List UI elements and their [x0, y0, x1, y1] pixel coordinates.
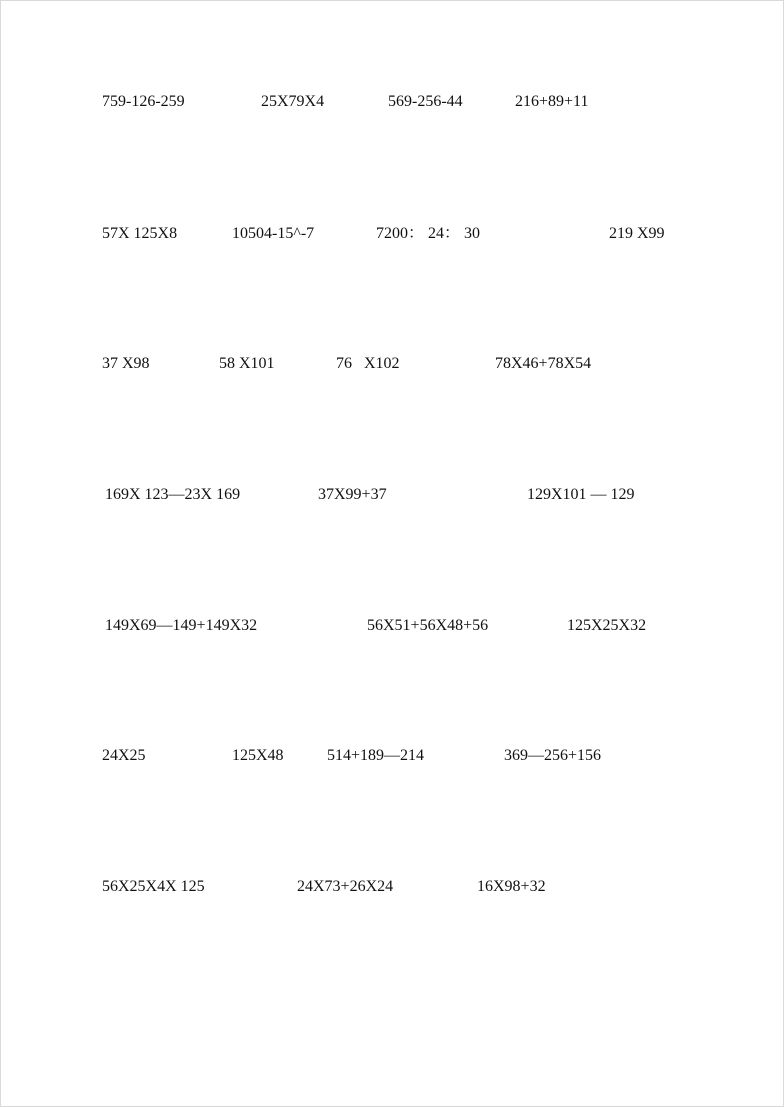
- expression: 24X25: [102, 747, 146, 764]
- expression: 759-126-259: [102, 93, 185, 110]
- expression: 219 X99: [609, 225, 665, 242]
- expression: 57X 125X8: [102, 225, 178, 242]
- expression: 24X73+26X24: [297, 878, 394, 895]
- expression: 149X69—149+149X32: [105, 617, 258, 634]
- expression: 78X46+78X54: [495, 355, 592, 372]
- expression: 25X79X4: [261, 93, 325, 110]
- expression: 10504-15^-7: [232, 225, 315, 242]
- expression: 216+89+11: [515, 93, 589, 110]
- expression: 514+189—214: [327, 747, 425, 764]
- expression: 56X25X4X 125: [102, 878, 205, 895]
- expression: 569-256-44: [388, 93, 463, 110]
- expression: 129X101 — 129: [527, 486, 635, 503]
- expression: 37 X98: [102, 355, 150, 372]
- expression: 76 X102: [336, 355, 400, 372]
- expression: 125X25X32: [567, 617, 647, 634]
- expression: 169X 123—23X 169: [105, 486, 241, 503]
- expression: 7200： 24： 30: [376, 225, 481, 242]
- expression: 125X48: [232, 747, 284, 764]
- expression: 369—256+156: [504, 747, 602, 764]
- expression: 58 X101: [219, 355, 275, 372]
- expression: 37X99+37: [318, 486, 387, 503]
- expression: 56X51+56X48+56: [367, 617, 489, 634]
- expression: 16X98+32: [477, 878, 546, 895]
